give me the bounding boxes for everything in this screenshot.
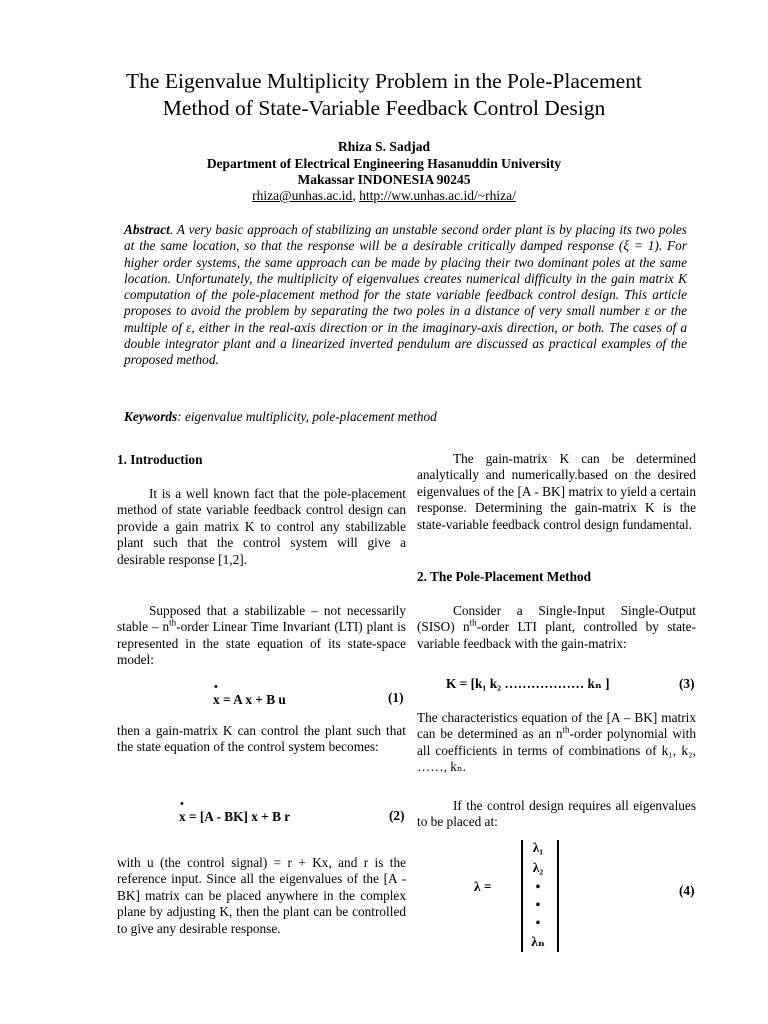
pole-p1-text-a: Consider a Single-Input Single-Output (SISO) n <box>417 603 696 635</box>
title-line-2: Method of State-Variable Feedback Control Design <box>162 96 606 120</box>
eigenvalue-item: λ₁ <box>532 840 544 855</box>
equation-2-number: (2) <box>389 808 405 823</box>
pole-p2-text-b: -order polynomial with all coefficients in terms of combinations of k₁, k₂, ……, kₙ. <box>417 726 696 775</box>
homepage-link[interactable]: http://ww.unhas.ac.id/~rhiza/ <box>359 188 516 203</box>
equation-2-text: • x = [A - BK] x + B r <box>179 809 290 824</box>
equation-1 <box>213 692 286 708</box>
equation-3-number: (3) <box>679 676 695 691</box>
eigenvalue-item: λ₂ <box>532 860 544 875</box>
email-link[interactable]: rhiza@unhas.ac.id <box>252 188 353 203</box>
pole-paragraph-1 <box>417 603 696 652</box>
keywords-text: : eigenvalue multiplicity, pole-placement method <box>177 409 437 424</box>
intro-paragraph-4: with u (the control signal) = r + Kx, and r is the reference input. Since all the eigenvalues of the [A - BK] matrix can be placed anywhere in the complex plane by adjusting K, then the plant can be controlled to give any desirable response. <box>117 855 406 936</box>
equation-1-number: (1) <box>388 690 404 705</box>
section-heading-introduction: 1. Introduction <box>117 452 203 467</box>
keywords-label: Keywords <box>124 409 178 424</box>
intro-paragraph-2 <box>117 603 406 669</box>
pole-p1-sup: th <box>469 617 477 628</box>
pole-p2-text-a: The characteristics equation of the [A – BK] matrix can be determined as an n <box>417 710 696 742</box>
equation-1-text: • x = A x + B u <box>213 692 286 707</box>
pole-paragraph-3: If the control design requires all eigenvalues to be placed at: <box>417 798 696 830</box>
intro-p2-text-a: Supposed that a stabilizable – not necessarily stable – n <box>117 603 406 635</box>
pole-paragraph-2 <box>417 710 696 776</box>
equation-4-number: (4) <box>679 883 695 898</box>
author-block <box>60 139 708 189</box>
link-separator: , <box>352 188 360 203</box>
equation-3: K = [k₁ k₂ ……………… kₙ ] <box>446 676 610 691</box>
author-name: Rhiza S. Sadjad <box>338 139 430 154</box>
eigenvalue-item: • <box>535 879 541 894</box>
intro-p2-sup: th <box>169 617 177 628</box>
right-paragraph-1: The gain-matrix K can be determined analytically and numerically.based on the desired eigenvalues of the [A - BK] matrix to yield a certain response. Determining the gain-matrix K is the state-variable feedback control design fundamental. <box>417 451 696 532</box>
pole-p1-text-b: -order LTI plant, controlled by state-variable feedback with the gain-matrix: <box>417 619 697 651</box>
keywords <box>124 409 687 425</box>
author-city: Makassar INDONESIA 90245 <box>297 172 471 187</box>
equation-4-lhs: λ = <box>474 879 492 894</box>
eigenvalue-item: • <box>535 915 541 930</box>
section-heading-pole-placement: 2. The Pole-Placement Method <box>417 569 592 584</box>
abstract-text: . A very basic approach of stabilizing an unstable second order plant is by placing its two poles at the same location, so that the response will be a desirable critically damped response (ξ = 1). For higher order systems, the same approach can be made by placing their two dominant poles at the same location. Unfortunately, the multiplicity of eigenvalues creates numerical difficulty in the gain matrix K computation of the pole-placement method for the state variable feedback control design. This article proposes to avoid the problem by separating the two poles in a distance of very small number ε or the multiple of ε, either in the real-axis direction or in the imaginary-axis direction, or both. The cases of a double integrator plant and a linearized inverted pendulum are discussed as practical examples of the proposed method. <box>124 222 687 368</box>
intro-p2-text-b: -order Linear Time Invariant (LTI) plant is represented in the state equation of its state-space model: <box>117 619 406 668</box>
title-line-1: The Eigenvalue Multiplicity Problem in the Pole-Placement <box>126 69 642 93</box>
intro-paragraph-3: then a gain-matrix K can control the plant such that the state equation of the control system becomes: <box>117 723 406 755</box>
eigenvalue-item: λₙ <box>531 934 545 949</box>
equation-2 <box>179 809 290 825</box>
author-affiliation: Department of Electrical Engineering Hasanuddin University <box>206 155 562 171</box>
intro-paragraph-1: It is a well known fact that the pole-placement method of state variable feedback control design can provide a gain matrix K to control any stabilizable plant such that the control system will give a desirable response [1,2]. <box>117 486 406 567</box>
pole-p2-sup: th <box>562 724 570 735</box>
abstract <box>124 222 687 369</box>
eigenvalue-item: • <box>535 897 541 912</box>
eigenvalue-vector <box>523 838 553 952</box>
author-links <box>60 188 708 204</box>
abstract-label: Abstract <box>124 222 170 237</box>
paper-title <box>60 68 708 122</box>
